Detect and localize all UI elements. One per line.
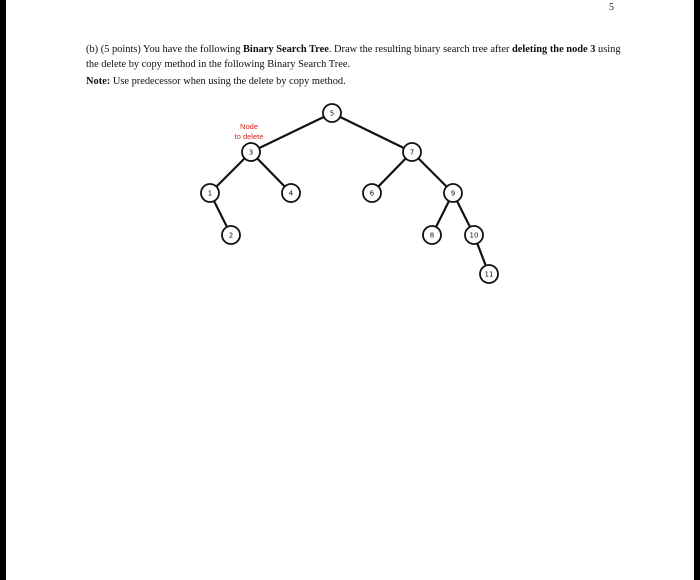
node-label-8: 8 bbox=[429, 231, 435, 240]
node-label-4: 4 bbox=[288, 189, 294, 198]
node-6 bbox=[363, 184, 381, 202]
edge-5-7 bbox=[332, 113, 412, 152]
question-mid: . Draw the resulting binary search tree after bbox=[328, 44, 513, 55]
node-1 bbox=[201, 184, 219, 202]
question-part: (b) (5 points) You have the following bbox=[86, 44, 243, 55]
node-10 bbox=[465, 226, 483, 244]
question-bold-delete: deleting the node 3 bbox=[512, 44, 596, 55]
node-4 bbox=[282, 184, 300, 202]
node-label-6: 6 bbox=[369, 189, 375, 198]
node-11 bbox=[480, 265, 498, 283]
annotation-line-2: to delete bbox=[234, 132, 264, 141]
node-label-9: 9 bbox=[450, 189, 456, 198]
page-number: 5 bbox=[609, 2, 614, 13]
node-label-7: 7 bbox=[409, 148, 415, 157]
node-label-5: 5 bbox=[329, 109, 335, 118]
node-9 bbox=[444, 184, 462, 202]
note-label: Note: bbox=[86, 76, 111, 87]
node-label-3: 3 bbox=[248, 148, 254, 157]
node-label-10: 10 bbox=[469, 231, 479, 240]
node-label-1: 1 bbox=[207, 189, 213, 198]
node-8 bbox=[423, 226, 441, 244]
node-5 bbox=[323, 104, 341, 122]
node-2 bbox=[222, 226, 240, 244]
note-body: Use predecessor when using the delete by copy method. bbox=[110, 76, 346, 87]
question-bold-bst: Binary Search Tree bbox=[243, 44, 329, 55]
node-3 bbox=[242, 143, 260, 161]
annotation-line-1: Node bbox=[240, 122, 258, 131]
node-label-2: 2 bbox=[228, 231, 234, 240]
node-label-11: 11 bbox=[484, 270, 494, 279]
node-7 bbox=[403, 143, 421, 161]
question-end: using the delete by copy method in the following Binary Search Tree. bbox=[86, 44, 621, 70]
